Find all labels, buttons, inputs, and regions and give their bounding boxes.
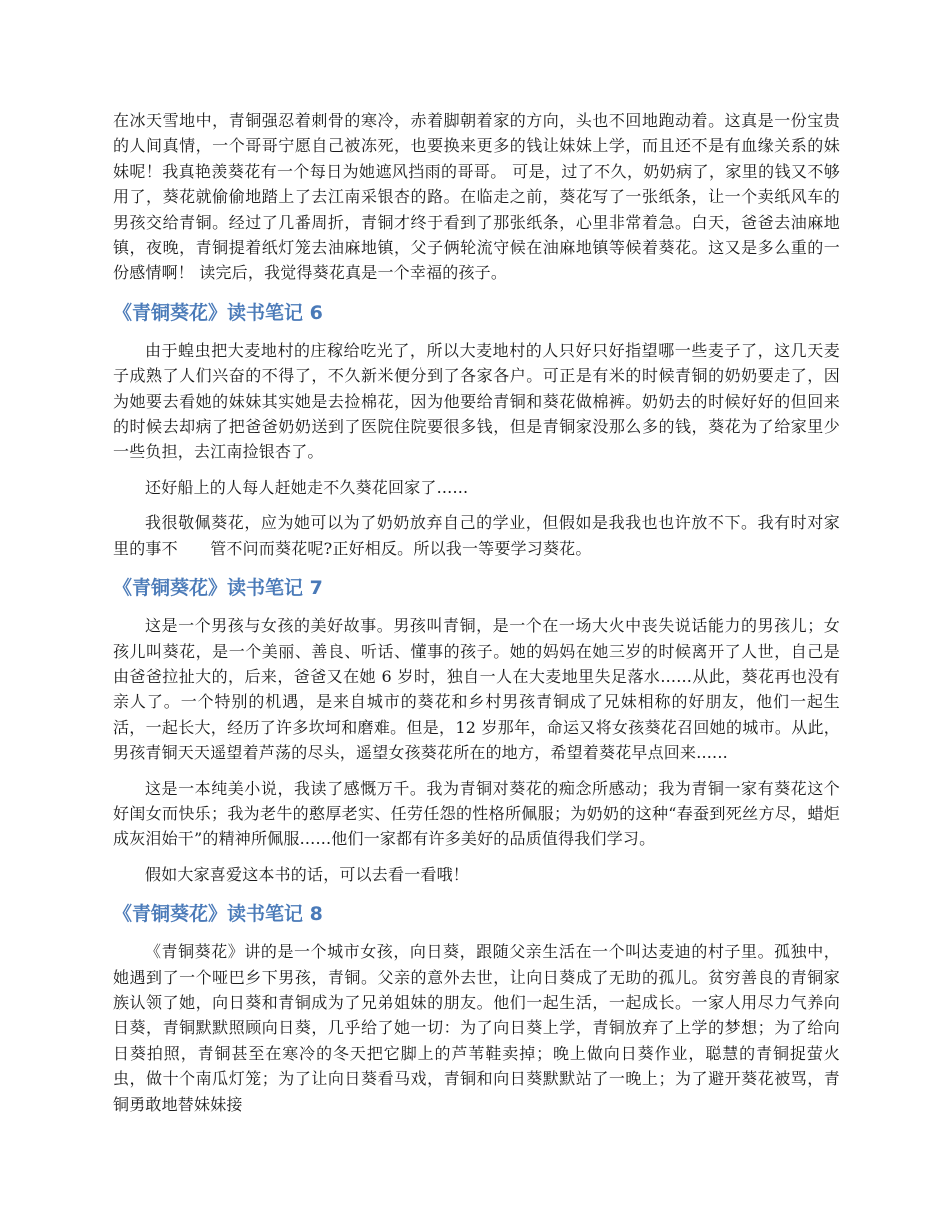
paragraph: 由于蝗虫把大麦地村的庄稼给吃光了，所以大麦地村的人只好只好指望哪一些麦子了，这几天麦子成熟了人们兴奋的不得了，不久新米便分到了各家各户。可正是有米的时候青铜的奶奶要走了，因为她要去看她的妹妹其实她是去捡棉花，因为他要给青铜和葵花做棉裤。奶奶去的时候好好的但回来的时候去却病了把爸爸奶奶送到了医院住院要很多钱，但是青铜家没那么多的钱，葵花为了给家里少一些负担，去江南捡银杏了。 bbox=[113, 340, 840, 462]
paragraph: 我很敬佩葵花，应为她可以为了奶奶放弃自己的学业，但假如是我我也也许放不下。我有时对家里的事不 管不问而葵花呢?正好相反。所以我一等要学习葵花。 bbox=[113, 513, 840, 558]
paragraph: 这是一个男孩与女孩的美好故事。男孩叫青铜，是一个在一场大火中丧失说话能力的男孩儿；女孩儿叫葵花，是一个美丽、善良、听话、懂事的孩子。她的妈妈在她三岁的时候离开了人世，自己是由爸爸拉扯大的，后来，爸爸又在她 6 岁时，独自一人在大麦地里失足落水......从此，葵花再也没有亲人了。一个特别的机遇，是来自城市的葵花和乡村男孩青铜成了兄妹相称的好朋友，他们一起生活，一起长大，经历了许多坎坷和磨难。但是，12 岁那年，命运又将女孩葵花召回她的城市。从此，男孩青铜天天遥望着芦荡的尽头，遥望女孩葵花所在的地方，希望着葵花早点回来...... bbox=[113, 616, 840, 763]
paragraph: 假如大家喜爱这本书的话，可以去看一看哦！ bbox=[145, 864, 470, 884]
section-intro bbox=[113, 108, 840, 286]
section-heading: 《青铜葵花》读书笔记 8 bbox=[113, 903, 323, 926]
section-note-6 bbox=[113, 300, 840, 561]
paragraph: 在冰天雪地中，青铜强忍着刺骨的寒冷，赤着脚朝着家的方向，头也不回地跑动着。这真是一份宝贵的人间真情，一个哥哥宁愿自己被冻死，也要换来更多的钱让妹妹上学，而且还不是有血缘关系的妹妹呢！我真艳羡葵花有一个每日为她遮风挡雨的哥哥。 可是，过了不久，奶奶病了，家里的钱又不够用了，葵花就偷偷地踏上了去江南采银杏的路。在临走之前，葵花写了一张纸条，让一个卖纸风车的男孩交给青铜。经过了几番周折，青铜才终于看到了那张纸条，心里非常着急。白天，爸爸去油麻地镇，夜晚，青铜提着纸灯笼去油麻地镇，父子俩轮流守候在油麻地镇等候着葵花。这又是多么重的一份感情啊！ 读完后，我觉得葵花真是一个幸福的孩子。 bbox=[113, 111, 840, 283]
section-heading: 《青铜葵花》读书笔记 7 bbox=[113, 577, 323, 600]
section-heading: 《青铜葵花》读书笔记 6 bbox=[113, 301, 323, 324]
paragraph: 《青铜葵花》讲的是一个城市女孩，向日葵，跟随父亲生活在一个叫达麦迪的村子里。孤独中，她遇到了一个哑巴乡下男孩，青铜。父亲的意外去世，让向日葵成了无助的孤儿。贫穷善良的青铜家族认领了她，向日葵和青铜成为了兄弟姐妹的朋友。他们一起生活，一起成长。一家人用尽力气养向日葵，青铜默默照顾向日葵，几乎给了她一切：为了向日葵上学，青铜放弃了上学的梦想；为了给向日葵拍照，青铜甚至在寒冷的冬天把它脚上的芦苇鞋卖掉；晚上做向日葵作业，聪慧的青铜捉萤火虫，做十个南瓜灯笼；为了让向日葵看马戏，青铜和向日葵默默站了一晚上；为了避开葵花被骂，青铜勇敢地替妹妹接 bbox=[113, 942, 840, 1114]
document-page bbox=[113, 108, 840, 1127]
paragraph: 还好船上的人每人赶她走不久葵花回家了...... bbox=[145, 477, 469, 497]
section-note-7 bbox=[113, 575, 840, 887]
paragraph: 这是一本纯美小说，我读了感慨万千。我为青铜对葵花的痴念所感动；我为青铜一家有葵花这个好闺女而快乐；我为老牛的憨厚老实、任劳任怨的性格所佩服；为奶奶的这种“春蚕到死丝方尽，蜡炬成灰泪始干”的精神所佩服......他们一家都有许多美好的品质值得我们学习。 bbox=[113, 778, 840, 849]
section-note-8 bbox=[113, 901, 840, 1117]
